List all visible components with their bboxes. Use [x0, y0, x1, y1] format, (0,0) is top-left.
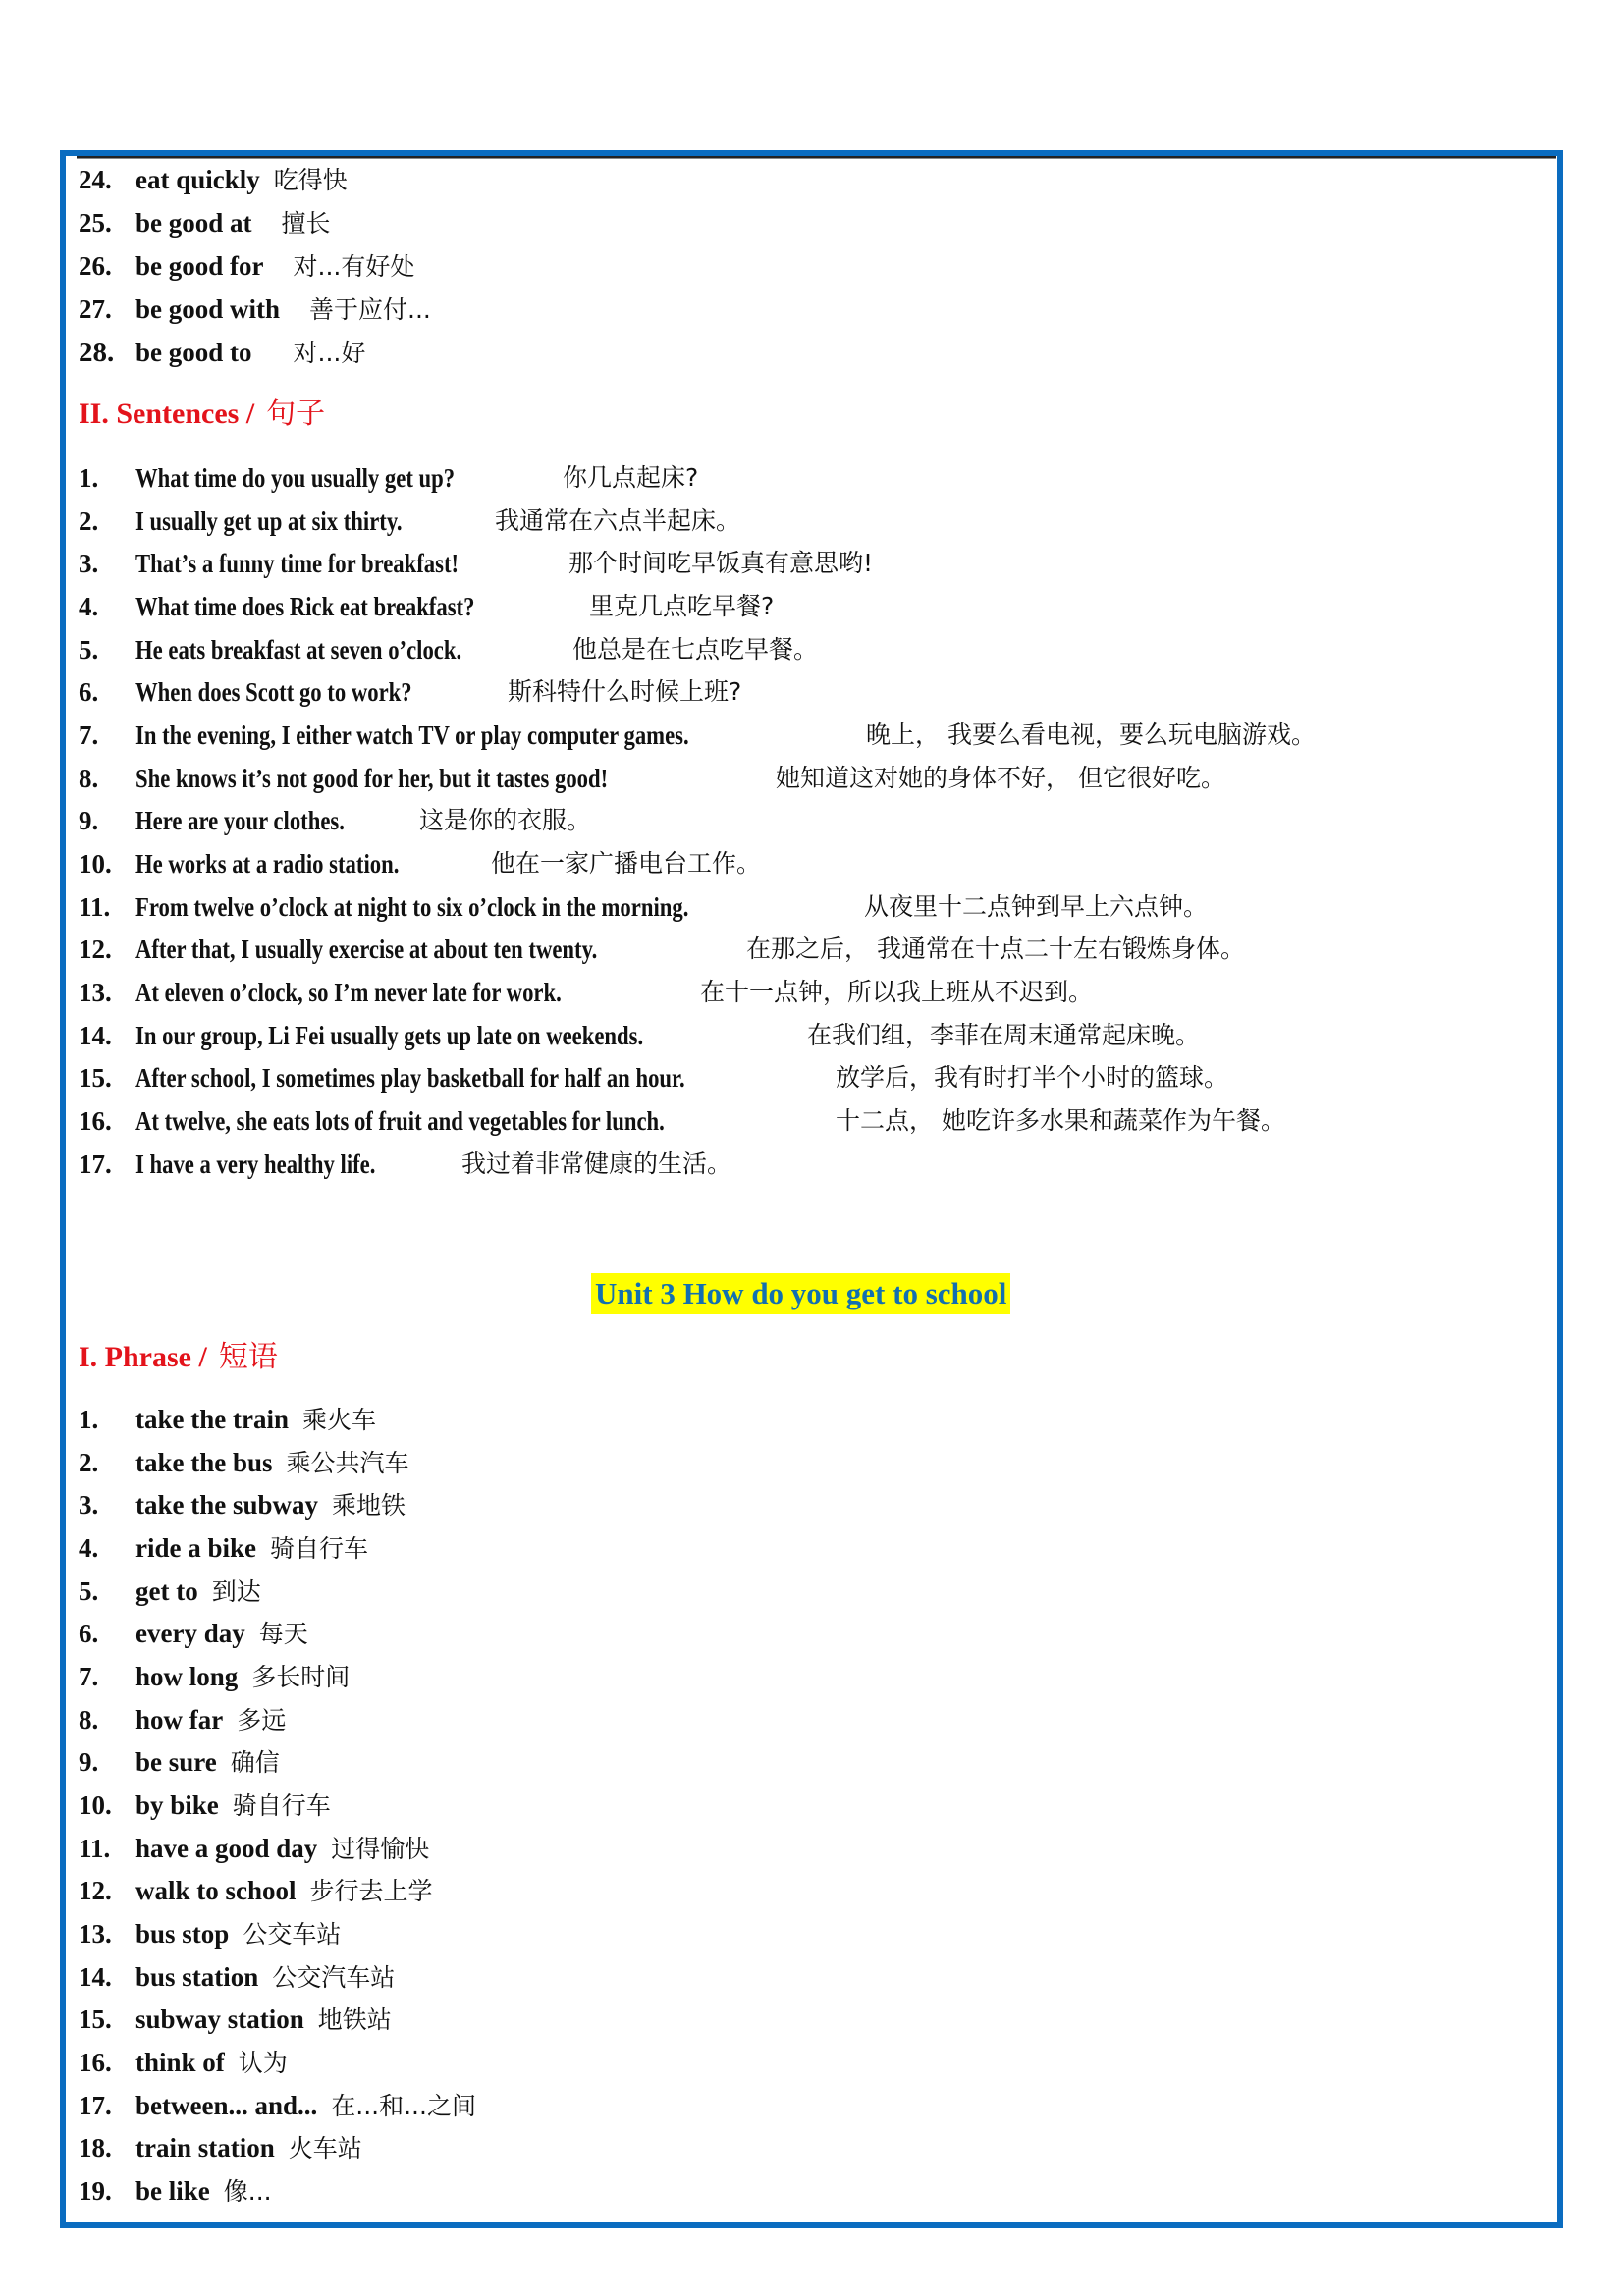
item-number: 12. — [79, 1876, 112, 1905]
phrase-english: think of — [135, 2048, 225, 2077]
phrase-chinese: 吃得快 — [273, 166, 348, 194]
sentence-chinese: 他在一家广播电台工作。 — [491, 849, 762, 878]
sentence-english: I usually get up at six thirty. — [135, 507, 403, 536]
phrase-chinese: 擅长 — [281, 209, 331, 238]
phrase-chinese: 确信 — [230, 1748, 280, 1777]
item-number: 2. — [79, 507, 99, 536]
phrase-chinese: 骑自行车 — [232, 1791, 331, 1820]
item-number: 1. — [79, 463, 99, 493]
heading-english: I. Phrase / — [79, 1341, 207, 1373]
sentence-chinese: 从夜里十二点钟到早上六点钟。 — [864, 892, 1209, 921]
sentence-item — [79, 799, 592, 842]
phrase-english: be good at — [135, 208, 252, 238]
phrase-item — [79, 244, 414, 288]
phrase-english: eat quickly — [135, 165, 260, 194]
sentence-item — [79, 842, 762, 885]
phrase-chinese: 对...好 — [293, 339, 366, 367]
item-number: 6. — [79, 677, 99, 707]
phrase-item — [79, 288, 431, 331]
phrase-english: be good to — [135, 338, 252, 367]
phrase-english: be good with — [135, 294, 281, 324]
heading-chinese: 短语 — [218, 1340, 278, 1374]
phrase-item — [79, 1869, 433, 1912]
item-number: 4. — [79, 1533, 99, 1563]
item-number: 24. — [79, 165, 112, 194]
item-number: 11. — [79, 892, 111, 922]
phrase-chinese: 多远 — [237, 1706, 287, 1735]
phrase-english: by bike — [135, 1790, 219, 1820]
item-number: 17. — [79, 2091, 112, 2120]
phrase-chinese: 乘火车 — [301, 1406, 376, 1434]
phrase-item — [79, 2084, 476, 2127]
phrase-item — [79, 1998, 392, 2041]
sentence-english: I have a very healthy life. — [135, 1149, 376, 1179]
phrase-item — [79, 1827, 429, 1870]
item-number: 2. — [79, 1448, 99, 1477]
phrase-item — [79, 1441, 409, 1484]
phrase-chinese: 每天 — [258, 1620, 308, 1648]
phrase-item — [79, 2169, 272, 2213]
sentence-item — [79, 1143, 732, 1186]
phrase-item — [79, 331, 365, 374]
phrase-chinese: 乘公共汽车 — [286, 1449, 409, 1477]
phrase-item — [79, 1655, 350, 1698]
phrase-english: how long — [135, 1662, 239, 1691]
item-number: 13. — [79, 1919, 112, 1949]
phrase-english: be sure — [135, 1747, 217, 1777]
phrase-chinese: 过得愉快 — [331, 1835, 430, 1863]
sentence-english: In our group, Li Fei usually gets up late on weekends. — [135, 1021, 644, 1050]
phrase-item — [79, 1784, 331, 1827]
phrase-chinese: 认为 — [238, 2049, 288, 2077]
item-number: 14. — [79, 1021, 112, 1050]
item-number: 25. — [79, 208, 112, 238]
sentence-chinese: 我通常在六点半起床。 — [495, 507, 741, 535]
sentence-english: Here are your clothes. — [135, 806, 345, 835]
item-number: 27. — [79, 294, 112, 324]
sentence-english: That’s a funny time for breakfast! — [135, 549, 460, 578]
unit3-title: Unit 3 How do you get to school — [591, 1273, 1010, 1314]
phrase-item — [79, 1398, 376, 1441]
phrase-english: ride a bike — [135, 1533, 257, 1563]
sentence-item — [79, 714, 1316, 757]
sentence-item — [79, 670, 742, 714]
sentence-item — [79, 1099, 1285, 1143]
sentence-chinese: 那个时间吃早饭真有意思哟! — [568, 549, 874, 577]
sentence-chinese: 他总是在七点吃早餐。 — [572, 635, 819, 664]
heading-english: II. Sentences / — [79, 398, 255, 430]
sentence-english: He eats breakfast at seven o’clock. — [135, 635, 462, 665]
sentence-chinese: 在那之后， 我通常在十点二十左右锻炼身体。 — [746, 934, 1245, 963]
sentence-english: After that, I usually exercise at about ten twenty. — [135, 934, 598, 964]
sentence-item — [79, 500, 741, 543]
phrase-chinese: 在...和...之间 — [331, 2092, 476, 2120]
heading-chinese: 句子 — [266, 397, 326, 431]
sentence-chinese: 她知道这对她的身体不好， 但它很好吃。 — [776, 764, 1225, 792]
sentence-item — [79, 928, 1245, 971]
item-number: 1. — [79, 1405, 99, 1434]
item-number: 7. — [79, 1662, 99, 1691]
item-number: 9. — [79, 806, 99, 835]
phrase-english: subway station — [135, 2004, 304, 2034]
sentence-item — [79, 885, 1209, 929]
phrase-english: train station — [135, 2133, 275, 2163]
phrase-item — [79, 158, 348, 201]
sentence-item — [79, 628, 819, 671]
sentence-chinese: 里克几点吃早餐? — [589, 592, 775, 620]
phrase-item — [79, 1526, 368, 1570]
sentence-english: At eleven o’clock, so I’m never late for work. — [135, 978, 562, 1007]
phrase-chinese: 火车站 — [288, 2134, 362, 2163]
sentence-chinese: 斯科特什么时候上班? — [508, 677, 742, 706]
sentence-item — [79, 1014, 1201, 1057]
sentence-english: What time do you usually get up? — [135, 463, 456, 493]
phrase-item — [79, 1740, 280, 1784]
phrase-item — [79, 2041, 288, 2084]
item-number: 3. — [79, 1490, 99, 1520]
phrase-item — [79, 1612, 308, 1655]
item-number: 15. — [79, 2004, 112, 2034]
sentence-chinese: 我过着非常健康的生活。 — [461, 1149, 732, 1178]
phrase-english: take the bus — [135, 1448, 273, 1477]
item-number: 3. — [79, 549, 99, 578]
sentence-item — [79, 542, 874, 585]
item-number: 28. — [79, 337, 115, 368]
sentence-english: What time does Rick eat breakfast? — [135, 592, 475, 621]
sentence-chinese: 放学后，我有时打半个小时的篮球。 — [836, 1063, 1229, 1092]
sentence-chinese: 在十一点钟，所以我上班从不迟到。 — [700, 978, 1094, 1006]
item-number: 8. — [79, 1705, 99, 1735]
phrase-english: bus station — [135, 1962, 259, 1992]
phrase-chinese: 善于应付... — [309, 295, 431, 324]
sentence-item — [79, 585, 775, 628]
item-number: 9. — [79, 1747, 99, 1777]
phrase-item — [79, 1912, 341, 1955]
phrase-english: be like — [135, 2176, 210, 2206]
phrase-item — [79, 1955, 395, 1999]
item-number: 26. — [79, 251, 112, 281]
item-number: 13. — [79, 978, 112, 1007]
item-number: 7. — [79, 721, 99, 750]
phrase-chinese: 多长时间 — [251, 1663, 351, 1691]
sentence-english: At twelve, she eats lots of fruit and vegetables for lunch. — [135, 1106, 665, 1136]
sentence-english: After school, I sometimes play basketball for half an hour. — [135, 1063, 685, 1093]
phrase-english: bus stop — [135, 1919, 230, 1949]
phrase-item — [79, 2126, 362, 2169]
item-number: 10. — [79, 849, 112, 879]
item-number: 18. — [79, 2133, 112, 2163]
sentences-heading — [79, 393, 325, 436]
sentence-item — [79, 757, 1225, 800]
sentence-english: When does Scott go to work? — [135, 677, 412, 707]
phrase-english: be good for — [135, 251, 264, 281]
item-number: 6. — [79, 1619, 99, 1648]
sentence-chinese: 这是你的衣服。 — [419, 806, 592, 834]
phrase-chinese: 步行去上学 — [309, 1877, 433, 1905]
item-number: 8. — [79, 764, 99, 793]
phrase-item — [79, 1483, 406, 1526]
phrase-english: how far — [135, 1705, 224, 1735]
phrase-chinese: 公交汽车站 — [272, 1963, 396, 1992]
sentence-english: In the evening, I either watch TV or play computer games. — [135, 721, 689, 750]
sentence-chinese: 在我们组，李菲在周末通常起床晚。 — [807, 1021, 1201, 1049]
phrase-english: take the train — [135, 1405, 289, 1434]
phrase-english: between... and... — [135, 2091, 318, 2120]
item-number: 12. — [79, 934, 112, 964]
phrase-item — [79, 201, 331, 244]
sentence-english: He works at a radio station. — [135, 849, 400, 879]
phrase-chinese: 公交车站 — [243, 1920, 342, 1949]
item-number: 11. — [79, 1834, 111, 1863]
item-number: 14. — [79, 1962, 112, 1992]
phrase-item — [79, 1698, 286, 1741]
phrase-chinese: 骑自行车 — [270, 1534, 369, 1563]
phrase-chinese: 地铁站 — [317, 2005, 392, 2034]
item-number: 16. — [79, 2048, 112, 2077]
sentence-english: From twelve o’clock at night to six o’clock in the morning. — [135, 892, 689, 922]
phrase-heading — [79, 1336, 278, 1379]
item-number: 17. — [79, 1149, 112, 1179]
phrase-chinese: 对...有好处 — [293, 252, 415, 281]
phrase-chinese: 像... — [223, 2177, 272, 2206]
phrase-english: take the subway — [135, 1490, 319, 1520]
phrase-item — [79, 1570, 261, 1613]
sentence-english: She knows it’s not good for her, but it tastes good! — [135, 764, 609, 793]
item-number: 15. — [79, 1063, 112, 1093]
phrase-english: get to — [135, 1576, 198, 1606]
item-number: 10. — [79, 1790, 112, 1820]
phrase-chinese: 到达 — [211, 1577, 261, 1606]
item-number: 4. — [79, 592, 99, 621]
phrase-chinese: 乘地铁 — [332, 1491, 406, 1520]
sentence-chinese: 晚上， 我要么看电视，要么玩电脑游戏。 — [866, 721, 1316, 749]
item-number: 19. — [79, 2176, 112, 2206]
phrase-english: every day — [135, 1619, 245, 1648]
phrase-english: have a good day — [135, 1834, 318, 1863]
item-number: 16. — [79, 1106, 112, 1136]
phrase-english: walk to school — [135, 1876, 297, 1905]
sentence-item — [79, 1056, 1229, 1099]
sentence-item — [79, 971, 1094, 1014]
sentence-chinese: 十二点， 她吃许多水果和蔬菜作为午餐。 — [836, 1106, 1285, 1135]
item-number: 5. — [79, 635, 99, 665]
sentence-item — [79, 456, 699, 500]
sentence-chinese: 你几点起床? — [563, 463, 699, 492]
item-number: 5. — [79, 1576, 99, 1606]
